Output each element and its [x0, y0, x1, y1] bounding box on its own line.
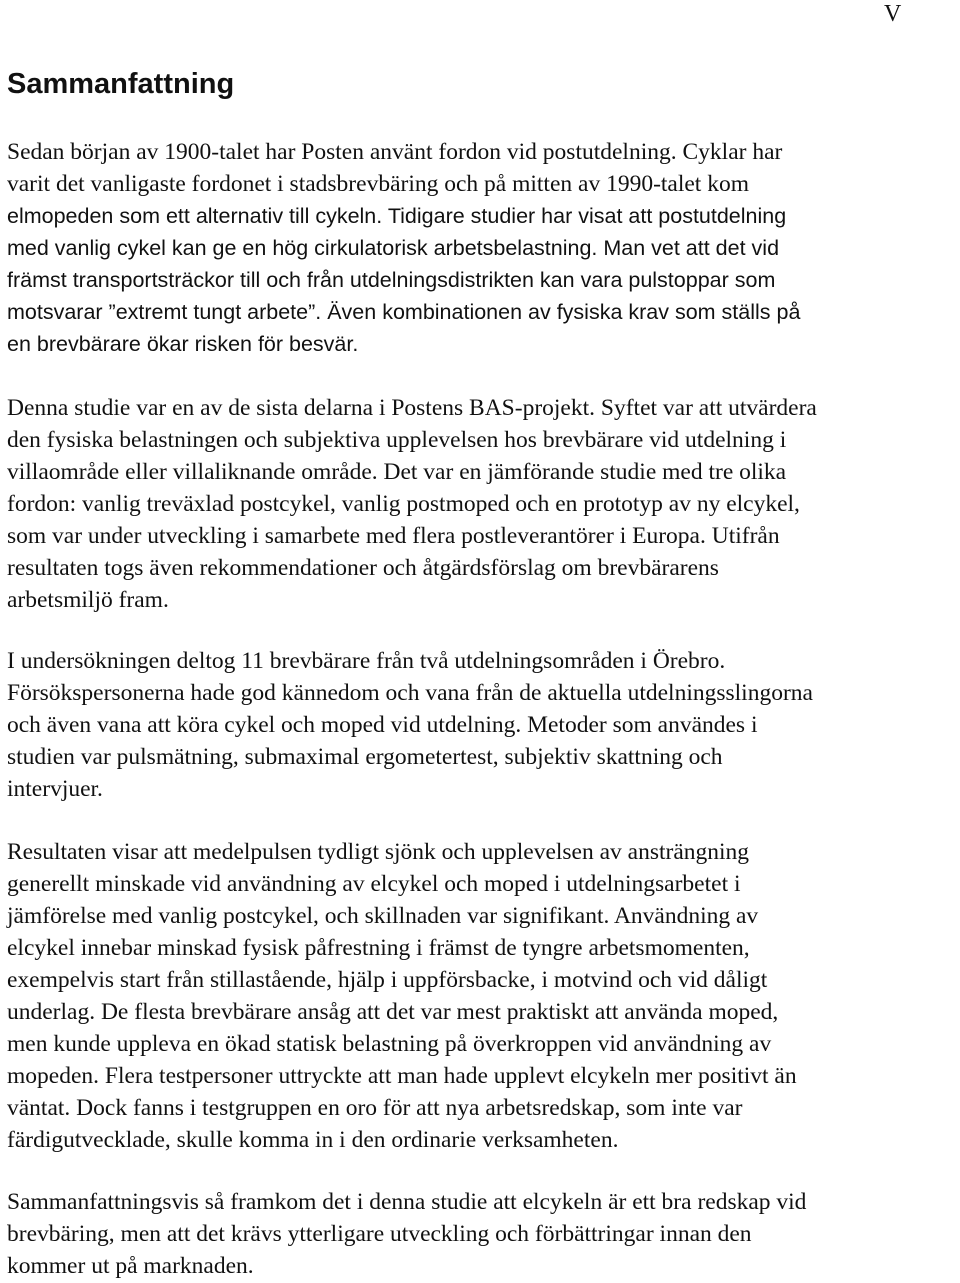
- paragraph-purpose: [7, 392, 817, 616]
- paragraph-line: Denna studie var en av de sista delarna i Postens BAS-projekt. Syftet var att utvärdera: [7, 395, 817, 421]
- paragraph-line: Resultaten visar att medelpulsen tydligt sjönk och upplevelsen av ansträngning: [7, 839, 750, 865]
- paragraph-line: arbetsmiljö fram.: [7, 587, 169, 613]
- paragraph-line: jämförelse med vanlig postcykel, och skillnaden var signifikant. Användning av: [7, 903, 759, 929]
- paragraph-line: kommer ut på marknaden.: [7, 1253, 254, 1279]
- paragraph-line: underlag. De flesta brevbärare ansåg att det var mest praktiskt att använda moped,: [7, 999, 779, 1025]
- paragraph-line: den fysiska belastningen och subjektiva upplevelsen hos brevbärare vid utdelning i: [7, 427, 787, 453]
- paragraph-line: motsvarar ”extremt tungt arbete”. Även kombinationen av fysiska krav som ställs på: [7, 300, 801, 324]
- paragraph-line: Sedan början av 1900-talet har Posten använt fordon vid postutdelning. Cyklar har: [7, 139, 783, 165]
- paragraph-line: elmopeden som ett alternativ till cykeln. Tidigare studier har visat att postutdelning: [7, 204, 787, 228]
- paragraph-line: studien var pulsmätning, submaximal ergometertest, subjektiv skattning och: [7, 744, 723, 770]
- page-number: V: [884, 1, 902, 27]
- paragraph-line: främst transportsträckor till och från utdelningsdistrikten kan vara pulstoppar som: [7, 268, 776, 292]
- paragraph-line: väntat. Dock fanns i testgruppen en oro för att nya arbetsredskap, som inte var: [7, 1095, 743, 1121]
- paragraph-line: generellt minskade vid användning av elcykel och moped i utdelningsarbetet i: [7, 871, 741, 897]
- paragraph-line: med vanlig cykel kan ge en hög cirkulatorisk arbetsbelastning. Man vet att det vid: [7, 236, 780, 260]
- paragraph-background: [7, 136, 800, 360]
- paragraph-line: villaområde eller villaliknande område. Det var en jämförande studie med tre olika: [7, 459, 787, 485]
- paragraph-line: resultaten togs även rekommendationer och åtgärdsförslag om brevbärarens: [7, 555, 719, 581]
- paragraph-results: [7, 836, 797, 1156]
- page-title: Sammanfattning: [7, 68, 235, 100]
- paragraph-method: [7, 645, 813, 805]
- paragraph-line: som var under utveckling i samarbete med flera postleverantörer i Europa. Utifrån: [7, 523, 780, 549]
- paragraph-line: elcykel innebar minskad fysisk påfrestning i främst de tyngre arbetsmomenten,: [7, 935, 750, 961]
- paragraph-line: exempelvis start från stillastående, hjälp i uppförsbacke, i motvind och vid dåligt: [7, 967, 768, 993]
- paragraph-line: fordon: vanlig treväxlad postcykel, vanlig postmoped och en prototyp av ny elcykel,: [7, 491, 800, 517]
- paragraph-conclusion: [7, 1186, 806, 1282]
- paragraph-line: men kunde uppleva en ökad statisk belastning på överkroppen vid användning av: [7, 1031, 772, 1057]
- paragraph-line: Sammanfattningsvis så framkom det i denna studie att elcykeln är ett bra redskap vid: [7, 1189, 807, 1215]
- paragraph-line: en brevbärare ökar risken för besvär.: [7, 332, 359, 356]
- paragraph-line: varit det vanligaste fordonet i stadsbrevbäring och på mitten av 1990-talet kom: [7, 171, 749, 197]
- paragraph-line: färdigutvecklade, skulle komma in i den ordinarie verksamheten.: [7, 1127, 619, 1153]
- paragraph-line: brevbäring, men att det krävs ytterligare utveckling och förbättringar innan den: [7, 1221, 752, 1247]
- paragraph-line: intervjuer.: [7, 776, 103, 802]
- paragraph-line: Försökspersonerna hade god kännedom och vana från de aktuella utdelningsslingorna: [7, 680, 813, 706]
- paragraph-line: och även vana att köra cykel och moped vid utdelning. Metoder som användes i: [7, 712, 758, 738]
- paragraph-line: mopeden. Flera testpersoner uttryckte att man hade upplevt elcykeln mer positivt än: [7, 1063, 797, 1089]
- paragraph-line: I undersökningen deltog 11 brevbärare från två utdelningsområden i Örebro.: [7, 648, 726, 674]
